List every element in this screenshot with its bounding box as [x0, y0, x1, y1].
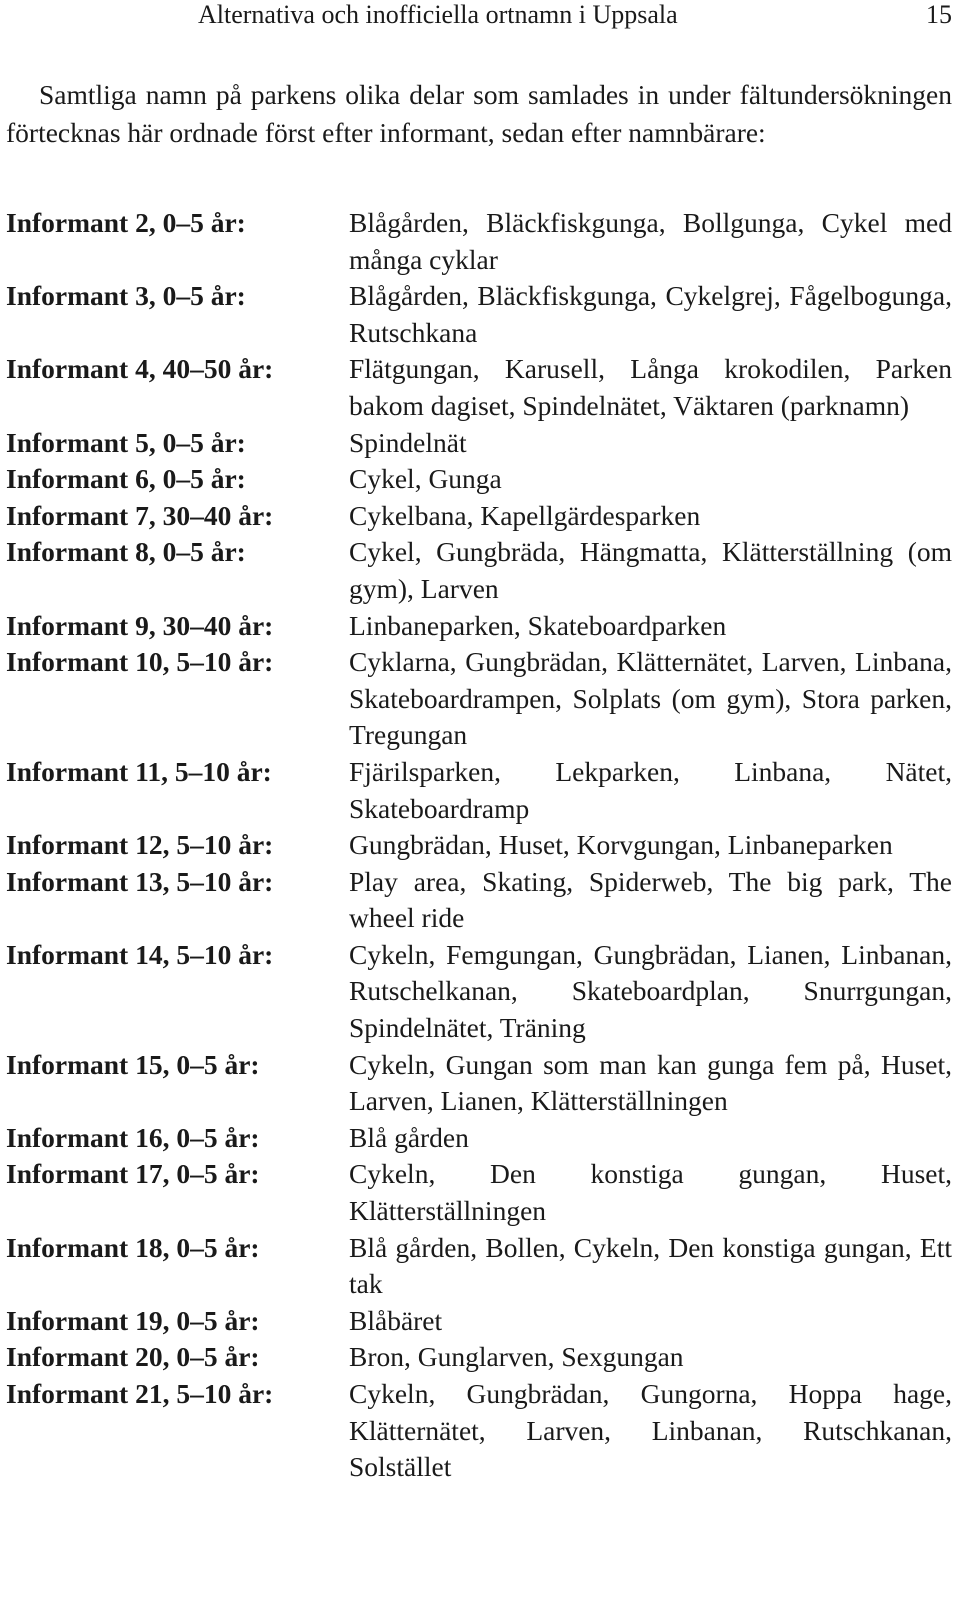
place-names: Cykelbana, Kapellgärdesparken [349, 499, 701, 531]
informant-label: Informant 17, 0–5 år: [6, 1158, 260, 1190]
place-names: Linbaneparken, Skateboardparken [349, 609, 727, 641]
informant-entry [6, 1303, 952, 1340]
informant-entry [6, 534, 952, 607]
page-number: 15 [926, 0, 952, 29]
informant-entry [6, 1047, 952, 1120]
informant-entry [6, 498, 952, 535]
place-names: Play area, Skating, Spiderweb, The big park, The wheel ride [349, 865, 952, 934]
informant-label: Informant 6, 0–5 år: [6, 463, 246, 495]
place-names: Gungbrädan, Huset, Korvgungan, Linbaneparken [349, 829, 893, 861]
informant-label: Informant 12, 5–10 år: [6, 829, 274, 861]
place-names: Cykeln, Den konstiga gungan, Huset, Klätterställningen [349, 1158, 952, 1227]
informant-label: Informant 3, 0–5 år: [6, 280, 246, 312]
informant-entry [6, 1376, 952, 1486]
informant-entry [6, 827, 952, 864]
informant-label: Informant 4, 40–50 år: [6, 353, 274, 385]
place-names: Blå gården, Bollen, Cykeln, Den konstiga gungan, Ett tak [349, 1231, 952, 1300]
place-names: Cykel, Gunga [349, 463, 502, 495]
informant-entry [6, 608, 952, 645]
informant-label: Informant 20, 0–5 år: [6, 1341, 260, 1373]
informant-label: Informant 14, 5–10 år: [6, 938, 274, 970]
place-names: Cykeln, Gungbrädan, Gungorna, Hoppa hage, Klätternätet, Larven, Linbanan, Rutschkanan, Solstället [349, 1378, 952, 1483]
informant-label: Informant 13, 5–10 år: [6, 865, 274, 897]
informant-label: Informant 11, 5–10 år: [6, 755, 272, 787]
informant-entry [6, 425, 952, 462]
place-names: Flätgungan, Karusell, Långa krokodilen, Parken bakom dagiset, Spindelnätet, Väktaren (parknamn) [349, 353, 952, 421]
informant-label: Informant 19, 0–5 år: [6, 1304, 260, 1336]
informant-entry [6, 1230, 952, 1303]
place-names: Blåbäret [349, 1304, 443, 1336]
informant-label: Informant 15, 0–5 år: [6, 1048, 260, 1080]
informant-entry [6, 644, 952, 754]
place-names: Cyklarna, Gungbrädan, Klätternätet, Larven, Linbana, Skateboardrampen, Solplats (om gym), Stora parken, Tregungan [349, 646, 952, 751]
informant-list [6, 205, 952, 1486]
place-names: Blå gården [349, 1121, 469, 1153]
informant-label: Informant 8, 0–5 år: [6, 536, 246, 568]
informant-entry [6, 864, 952, 937]
informant-entry [6, 937, 952, 1047]
place-names: Blågården, Bläckfiskgunga, Bollgunga, Cykel med många cyklar [349, 207, 952, 275]
place-names: Spindelnät [349, 426, 467, 458]
informant-entry [6, 461, 952, 498]
informant-entry [6, 1156, 952, 1229]
intro-paragraph: Samtliga namn på parkens olika delar som samlades in under fältundersökningen förtecknas här ordnade först efter informant, sedan efter namnbärare: [6, 79, 952, 148]
informant-entry [6, 1120, 952, 1157]
informant-entry [6, 278, 952, 351]
informant-label: Informant 10, 5–10 år: [6, 646, 274, 678]
informant-entry [6, 754, 952, 827]
place-names: Cykel, Gungbräda, Hängmatta, Klätterställning (om gym), Larven [349, 536, 952, 604]
place-names: Cykeln, Gungan som man kan gunga fem på, Huset, Larven, Lianen, Klätterställningen [349, 1048, 952, 1117]
informant-entry [6, 351, 952, 424]
informant-label: Informant 7, 30–40 år: [6, 499, 274, 531]
place-names: Blågården, Bläckfiskgunga, Cykelgrej, Fågelbogunga, Rutschkana [349, 280, 952, 348]
informant-label: Informant 16, 0–5 år: [6, 1121, 260, 1153]
informant-entry [6, 1339, 952, 1376]
informant-label: Informant 18, 0–5 år: [6, 1231, 260, 1263]
place-names: Bron, Gunglarven, Sexgungan [349, 1341, 684, 1373]
place-names: Cykeln, Femgungan, Gungbrädan, Lianen, Linbanan, Rutschelkanan, Skateboardplan, Snurrgungan, Spindelnätet, Träning [349, 938, 952, 1044]
running-header [0, 0, 960, 36]
informant-label: Informant 2, 0–5 år: [6, 207, 246, 238]
informant-label: Informant 21, 5–10 år: [6, 1378, 274, 1409]
informant-label: Informant 9, 30–40 år: [6, 609, 274, 641]
informant-label: Informant 5, 0–5 år: [6, 426, 246, 458]
running-header-title: Alternativa och inofficiella ortnamn i Uppsala [198, 0, 678, 29]
place-names: Fjärilsparken, Lekparken, Linbana, Nätet, Skateboardramp [349, 755, 952, 824]
informant-entry [6, 205, 952, 278]
